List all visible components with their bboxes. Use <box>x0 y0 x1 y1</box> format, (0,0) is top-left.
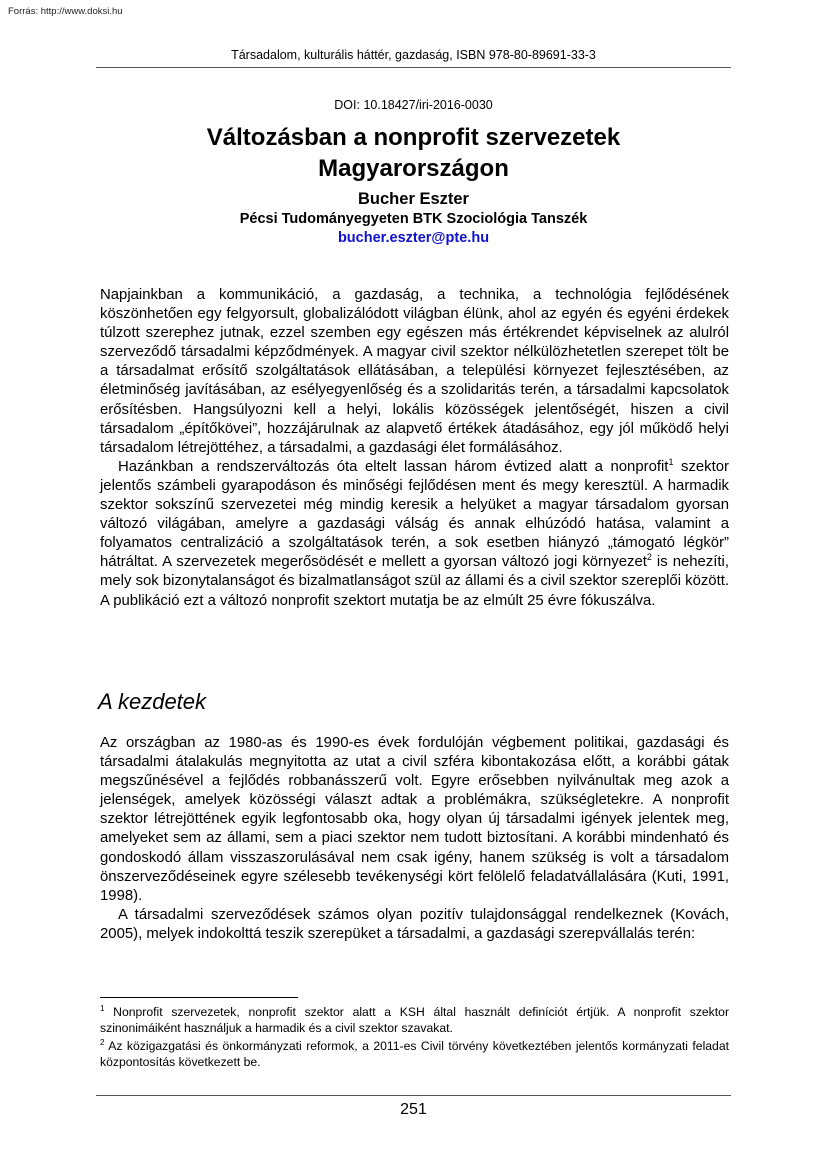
section-paragraph-1: Az országban az 1980-as és 1990-es évek fordulóján végbement politikai, gazdasági és társadalmi átalakulás megnyitotta az utat a civil szféra kibontakozása előtt, a korábbi gátak megszűnésével a fejlődés robbanásszerű volt. Egyre erősebben nyilvánultak meg azok a jelenségek, amelyek közösségi választ adtak a problémákra, szükségletekre. A nonprofit szektor létrejöttének egyik legfontosabb oka, hogy olyan új társadalmi igények jelentek meg, amelyeket sem az állami, sem a piaci szektor nem tudott biztosítani. A korábbi mindenható és gondoskodó állam visszaszorulásával nem csak igény, hanem szükség is volt a társadalom önszerveződéseinek egyre szélesebb tevékenységi kört felölelő feladatvállalására (Kuti, 1991, 1998). <box>100 735 729 904</box>
title-line-1: Változásban a nonprofit szervezetek <box>206 124 621 151</box>
paper-title <box>96 122 731 184</box>
abstract <box>100 286 729 611</box>
footer-divider <box>96 1095 731 1096</box>
author-email[interactable]: bucher.eszter@pte.hu <box>337 230 490 246</box>
section-paragraph-2: A társadalmi szerveződések számos olyan pozitív tulajdonsággal rendelkeznek (Kovách, 2005), melyek indokolttá teszik szerepüket a társadalmi, a gazdasági szerepvállalás terén: <box>100 906 729 942</box>
running-head: Társadalom, kulturális háttér, gazdaság, ISBN 978-80-89691-33-3 <box>231 48 596 62</box>
author-affiliation: Pécsi Tudományegyeten BTK Szociológia Tanszék <box>239 211 588 227</box>
footnote-mark: 2 <box>100 1037 105 1047</box>
abstract-p2-text-b: szektor jelentős számbeli gyarapodáson és minőségi fejlődésen ment és megy keresztül. A harmadik szektor sokszínű szervezetei még mindig keresik a helyüket a magyar társadalom gyorsan változó világában, amelyre a gazdasági válság és annak elhúzódó hatása, valamint a folyamatos centralizáció a szolgáltatások terén, a sok esetben hiányzó „támogató légkör” hátráltat. A szervezetek megerősödését e mellett a gyorsan változó jogi környezet <box>100 458 729 571</box>
footnote-2 <box>100 1038 729 1071</box>
source-label: Forrás: http://www.doksi.hu <box>8 6 123 17</box>
page-number: 251 <box>400 1101 427 1118</box>
footnote-divider <box>100 997 298 998</box>
abstract-paragraph-1: Napjainkban a kommunikáció, a gazdaság, a technika, a technológia fejlődésének köszönhetően egy felgyorsult, globalizálódott világban élünk, ahol az egyén és egyéni érdekek túlzott szerephez jutnak, ezzel szemben egy egészen más értékrendet képviselnek az alulról szerveződő társadalmi képződmények. A magyar civil szektor nélkülözhetetlen szerepet tölt be a társadalmat erősítő szolgáltatások ellátásában, a települési környezet fejlesztésében, az életminőség javításában, az esélyegyenlőség és a szolidaritás terén, a társadalmi kapcsolatok erősítésben. Hangsúlyozni kell a helyi, lokális közösségek jelentőségét, hiszen a civil társadalom „építőkövei”, hozzájárulnak az alapvető értékek átadásához, egy jól működő helyi társadalom létrejöttéhez, a társadalmi, a gazdasági élet formálásához. <box>100 287 729 456</box>
title-line-2: Magyarországon <box>318 155 509 182</box>
doi: DOI: 10.18427/iri-2016-0030 <box>334 98 493 112</box>
header-divider <box>96 67 731 68</box>
abstract-paragraph-2 <box>100 458 729 611</box>
footnote-ref-2[interactable]: 2 <box>646 552 652 563</box>
author-name: Bucher Eszter <box>358 190 469 208</box>
section-heading: A kezdetek <box>98 689 207 714</box>
abstract-p2-text-c: is nehezíti, mely sok bizonytalanságot és bizalmatlanságot szül az állami és a civil szektor szereplői között. A publikáció ezt a változó nonprofit szektort mutatja be az elmúlt 25 évre fókuszálva. <box>100 554 729 609</box>
footnote-1 <box>100 1004 729 1037</box>
section-body <box>100 734 729 944</box>
footnote-ref-1[interactable]: 1 <box>668 456 674 467</box>
footnote-mark: 1 <box>100 1003 105 1013</box>
footnote-text: Az közigazgatási és önkormányzati reformok, a 2011-es Civil törvény következtében jelentős kormányzati feladat központosítás következett be. <box>100 1038 730 1069</box>
abstract-p2-text-a: Hazánkban a rendszerváltozás óta eltelt lassan három évtized alatt a nonprofit <box>118 458 669 475</box>
footnote-text: Nonprofit szervezetek, nonprofit szektor alatt a KSH által használt definíciót értjük. A nonprofit szektor szinonimáiként használjuk a harmadik és a civil szektor szavakat. <box>100 1005 730 1036</box>
footnotes <box>100 1004 729 1071</box>
